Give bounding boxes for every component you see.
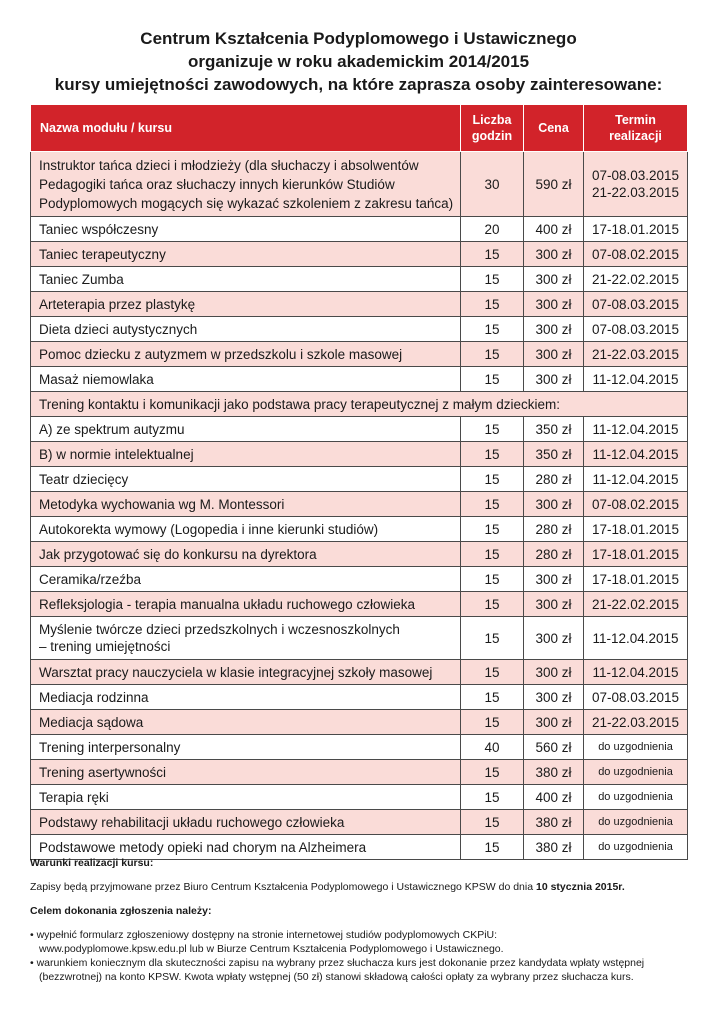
course-hours: 15 — [461, 542, 524, 567]
table-row — [31, 292, 688, 317]
conditions-heading: Warunki realizacji kursu: — [30, 857, 154, 869]
table-row — [31, 417, 688, 442]
bullet-1-line-1: • wypełnić formularz zgłoszeniowy dostępny na stronie internetowej studiów podyplomowych CKPiU: — [30, 929, 498, 941]
course-date: do uzgodnienia — [584, 835, 688, 860]
course-name: Jak przygotować się do konkursu na dyrektora — [31, 542, 461, 567]
course-name-line: Instruktor tańca dzieci i młodzieży (dla słuchaczy i absolwentów — [39, 157, 419, 173]
course-hours: 15 — [461, 760, 524, 785]
course-date: 11-12.04.2015 — [584, 417, 688, 442]
course-name: Refleksjologia - terapia manualna układu ruchowego człowieka — [31, 592, 461, 617]
page-title — [0, 0, 717, 96]
course-hours: 15 — [461, 810, 524, 835]
course-date: 11-12.04.2015 — [584, 442, 688, 467]
header-hours-line-1: Liczba — [472, 113, 512, 127]
table-row — [31, 242, 688, 267]
course-name: Metodyka wychowania wg M. Montessori — [31, 492, 461, 517]
course-price: 280 zł — [524, 542, 584, 567]
enrollment-deadline: 10 stycznia 2015r. — [536, 881, 625, 893]
table-row — [31, 735, 688, 760]
table-row — [31, 367, 688, 392]
course-date: 21-22.02.2015 — [584, 592, 688, 617]
course-date: 11-12.04.2015 — [584, 367, 688, 392]
course-name: Mediacja sądowa — [31, 710, 461, 735]
course-price: 300 zł — [524, 617, 584, 660]
course-price: 590 zł — [524, 152, 584, 217]
table-row — [31, 342, 688, 367]
courses-table — [30, 104, 688, 860]
table-row — [31, 660, 688, 685]
course-date: 17-18.01.2015 — [584, 217, 688, 242]
section-title: Trening kontaktu i komunikacji jako podstawa pracy terapeutycznej z małym dzieckiem: — [31, 392, 688, 417]
course-hours: 15 — [461, 617, 524, 660]
course-name: Podstawowe metody opieki nad chorym na Alzheimera — [31, 835, 461, 860]
course-price: 300 zł — [524, 685, 584, 710]
course-name: Dieta dzieci autystycznych — [31, 317, 461, 342]
course-date: 07-08.03.2015 — [584, 317, 688, 342]
table-row — [31, 442, 688, 467]
course-date: 17-18.01.2015 — [584, 567, 688, 592]
course-date: 21-22.03.2015 — [584, 710, 688, 735]
course-hours: 15 — [461, 785, 524, 810]
course-price: 280 zł — [524, 467, 584, 492]
table-row — [31, 760, 688, 785]
course-name — [31, 152, 461, 217]
course-price: 350 zł — [524, 417, 584, 442]
table-row — [31, 467, 688, 492]
course-name: B) w normie intelektualnej — [31, 442, 461, 467]
table-row — [31, 267, 688, 292]
course-price: 300 zł — [524, 660, 584, 685]
course-date: 07-08.02.2015 — [584, 492, 688, 517]
course-price: 300 zł — [524, 592, 584, 617]
course-hours: 15 — [461, 592, 524, 617]
course-name: Taniec Zumba — [31, 267, 461, 292]
course-hours: 15 — [461, 517, 524, 542]
course-hours: 15 — [461, 317, 524, 342]
header-hours — [461, 105, 524, 152]
title-line-3: kursy umiejętności zawodowych, na które zaprasza osoby zainteresowane: — [54, 75, 663, 94]
course-hours: 15 — [461, 492, 524, 517]
course-price: 560 zł — [524, 735, 584, 760]
course-hours: 15 — [461, 417, 524, 442]
course-name-line: Podyplomowych mogących się wykazać szkoleniem z zakresu tańca) — [39, 195, 454, 211]
course-name: Warsztat pracy nauczyciela w klasie integracyjnej szkoły masowej — [31, 660, 461, 685]
table-row — [31, 617, 688, 660]
course-date — [584, 152, 688, 217]
course-hours: 15 — [461, 242, 524, 267]
table-row — [31, 542, 688, 567]
header-date — [584, 105, 688, 152]
course-price: 400 zł — [524, 785, 584, 810]
title-line-1: Centrum Kształcenia Podyplomowego i Ustawicznego — [140, 29, 577, 48]
course-name — [31, 617, 461, 660]
bullet-2-line-1: • warunkiem koniecznym dla skuteczności zapisu na wybrany przez słuchacza kurs jest dokonanie przez kandydata wpłaty wstępnej — [30, 957, 645, 969]
course-hours: 15 — [461, 442, 524, 467]
course-hours: 20 — [461, 217, 524, 242]
course-date: 07-08.03.2015 — [584, 292, 688, 317]
table-row — [31, 317, 688, 342]
header-hours-line-2: godzin — [471, 129, 513, 143]
header-date-line-2: realizacji — [609, 129, 662, 143]
course-price: 400 zł — [524, 217, 584, 242]
course-date: do uzgodnienia — [584, 785, 688, 810]
course-price: 300 zł — [524, 492, 584, 517]
course-name: Trening interpersonalny — [31, 735, 461, 760]
course-name: Ceramika/rzeźba — [31, 567, 461, 592]
header-price: Cena — [524, 105, 584, 152]
course-name-line: Pedagogiki tańca oraz słuchaczy innych kierunków Studiów — [39, 176, 395, 192]
course-date: 11-12.04.2015 — [584, 617, 688, 660]
course-hours: 15 — [461, 710, 524, 735]
course-price: 300 zł — [524, 317, 584, 342]
course-name: Arteterapia przez plastykę — [31, 292, 461, 317]
table-row — [31, 685, 688, 710]
course-date: 07-08.03.2015 — [584, 685, 688, 710]
course-name: Masaż niemowlaka — [31, 367, 461, 392]
course-date: 11-12.04.2015 — [584, 467, 688, 492]
course-date: 11-12.04.2015 — [584, 660, 688, 685]
table-row — [31, 567, 688, 592]
course-hours: 40 — [461, 735, 524, 760]
course-name-line: – trening umiejętności — [39, 639, 171, 654]
table-row — [31, 592, 688, 617]
course-price: 380 zł — [524, 760, 584, 785]
enrollment-info — [30, 880, 690, 894]
table-row — [31, 152, 688, 217]
course-name: Trening asertywności — [31, 760, 461, 785]
header-date-line-1: Termin — [615, 113, 656, 127]
course-name: Taniec współczesny — [31, 217, 461, 242]
bullet-1-line-2: www.podyplomowe.kpsw.edu.pl lub w Biurze Centrum Kształcenia Podyplomowego i Ustawicznego. — [39, 943, 504, 955]
course-hours: 15 — [461, 835, 524, 860]
course-price: 300 zł — [524, 242, 584, 267]
course-date: do uzgodnienia — [584, 760, 688, 785]
table-row — [31, 492, 688, 517]
course-name: Taniec terapeutyczny — [31, 242, 461, 267]
course-name: Podstawy rehabilitacji układu ruchowego człowieka — [31, 810, 461, 835]
course-price: 300 zł — [524, 292, 584, 317]
course-hours: 15 — [461, 660, 524, 685]
course-name: Mediacja rodzinna — [31, 685, 461, 710]
bullet-2-line-2: (bezzwrotnej) na konto KPSW. Kwota wpłaty wstępnej (50 zł) stanowi składową całości opłaty za wybrany przez słuchacza kurs. — [39, 971, 634, 983]
header-course-name: Nazwa modułu / kursu — [31, 105, 461, 152]
table-header-row — [31, 105, 688, 152]
application-heading: Celem dokonania zgłoszenia należy: — [30, 905, 212, 917]
course-price: 300 zł — [524, 367, 584, 392]
course-hours: 15 — [461, 367, 524, 392]
course-price: 280 zł — [524, 517, 584, 542]
course-hours: 30 — [461, 152, 524, 217]
course-name-line: Myślenie twórcze dzieci przedszkolnych i wczesnoszkolnych — [39, 622, 400, 637]
course-name: Autokorekta wymowy (Logopedia i inne kierunki studiów) — [31, 517, 461, 542]
course-date: 17-18.01.2015 — [584, 517, 688, 542]
enrollment-text: Zapisy będą przyjmowane przez Biuro Centrum Kształcenia Podyplomowego i Ustawicznego KPSW do dnia — [30, 881, 536, 893]
course-price: 380 zł — [524, 810, 584, 835]
table-section-row — [31, 392, 688, 417]
table-row — [31, 785, 688, 810]
table-row — [31, 217, 688, 242]
table-row — [31, 810, 688, 835]
course-hours: 15 — [461, 685, 524, 710]
course-date: 21-22.02.2015 — [584, 267, 688, 292]
course-price: 300 zł — [524, 342, 584, 367]
course-name: Pomoc dziecku z autyzmem w przedszkolu i szkole masowej — [31, 342, 461, 367]
course-hours: 15 — [461, 267, 524, 292]
course-date: 07-08.02.2015 — [584, 242, 688, 267]
course-price: 350 zł — [524, 442, 584, 467]
course-date: 21-22.03.2015 — [584, 342, 688, 367]
course-date-line: 07-08.03.2015 — [591, 168, 680, 183]
title-line-2: organizuje w roku akademickim 2014/2015 — [187, 52, 530, 71]
course-date: 17-18.01.2015 — [584, 542, 688, 567]
course-date-line: 21-22.03.2015 — [591, 185, 680, 200]
conditions-section — [30, 856, 690, 984]
course-name: A) ze spektrum autyzmu — [31, 417, 461, 442]
course-price: 300 zł — [524, 710, 584, 735]
course-hours: 15 — [461, 342, 524, 367]
course-hours: 15 — [461, 467, 524, 492]
course-date: do uzgodnienia — [584, 810, 688, 835]
course-price: 300 zł — [524, 567, 584, 592]
course-date: do uzgodnienia — [584, 735, 688, 760]
table-row — [31, 517, 688, 542]
course-price: 380 zł — [524, 835, 584, 860]
table-row — [31, 710, 688, 735]
course-name: Terapia ręki — [31, 785, 461, 810]
course-hours: 15 — [461, 292, 524, 317]
course-price: 300 zł — [524, 267, 584, 292]
course-name: Teatr dziecięcy — [31, 467, 461, 492]
course-hours: 15 — [461, 567, 524, 592]
